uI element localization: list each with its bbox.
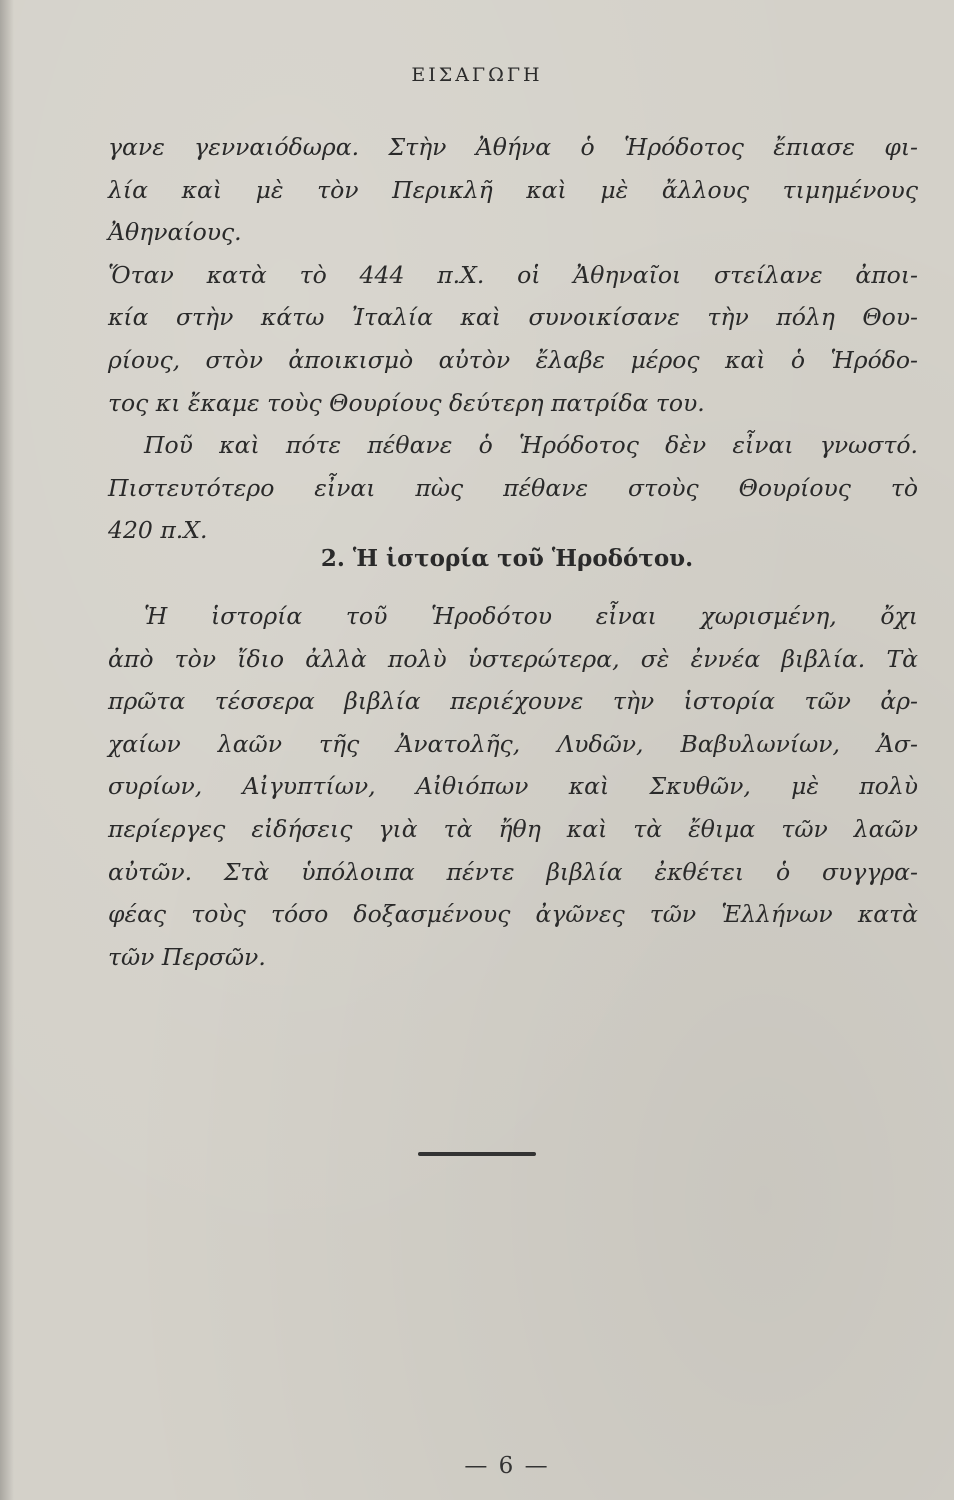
paragraph-4 <box>108 595 918 978</box>
text-line: Πιστευτότερο εἶναι πὼς πέθανε στοὺς Θουρίους τὸ <box>108 473 918 502</box>
text-line: συρίων, Αἰγυπτίων, Αἰθιόπων καὶ Σκυθῶν, μὲ πολὺ <box>108 772 918 801</box>
text-line: λία καὶ μὲ τὸν Περικλῆ καὶ μὲ ἄλλους τιμημένους <box>108 175 918 204</box>
text-line: κία στὴν κάτω Ἰταλία καὶ συνοικίσανε τὴν πόλη Θου- <box>108 303 918 332</box>
running-title: ΕΙΣΑΓΩΓΗ <box>411 64 543 86</box>
paragraph-2 <box>108 254 918 424</box>
paragraph-1 <box>108 126 918 254</box>
text-line: χαίων λαῶν τῆς Ἀνατολῆς, Λυδῶν, Βαβυλωνίων, Ἀσ- <box>108 729 918 758</box>
text-line: Ἡ ἱστορία τοῦ Ἡροδότου εἶναι χωρισμένη, ὄχι <box>144 602 918 630</box>
text-line: αὐτῶν. Στὰ ὑπόλοιπα πέντε βιβλία ἐκθέτει ὁ συγγρα- <box>108 857 918 886</box>
text-block-top <box>108 126 918 552</box>
text-line: τῶν Περσῶν. <box>108 942 266 971</box>
section-end-rule <box>418 1152 536 1156</box>
text-line: 420 π.Χ. <box>108 516 208 545</box>
section-heading: 2. Ἡ ἱστορία τοῦ Ἡροδότου. <box>320 545 694 572</box>
text-line: πρῶτα τέσσερα βιβλία περιέχουνε τὴν ἱστορία τῶν ἀρ- <box>108 687 918 716</box>
text-line: ἀπὸ τὸν ἴδιο ἀλλὰ πολὺ ὑστερώτερα, σὲ ἐννέα βιβλία. Τὰ <box>108 644 918 673</box>
text-line: ρίους, στὸν ἀποικισμὸ αὐτὸν ἔλαβε μέρος καὶ ὁ Ἡρόδο- <box>108 345 918 374</box>
text-line: περίεργες εἰδήσεις γιὰ τὰ ἤθη καὶ τὰ ἔθιμα τῶν λαῶν <box>108 814 918 843</box>
text-block-section <box>108 595 918 978</box>
page-edge-shadow <box>0 0 14 1500</box>
text-line: Ὅταν κατὰ τὸ 444 π.Χ. οἱ Ἀθηναῖοι στείλανε ἀποι- <box>108 260 918 289</box>
paragraph-3 <box>108 424 918 552</box>
text-line: Ἀθηναίους. <box>108 218 242 247</box>
text-line: γανε γενναιόδωρα. Στὴν Ἀθήνα ὁ Ἡρόδοτος ἔπιασε φι- <box>108 133 918 161</box>
text-line: φέας τοὺς τόσο δοξασμένους ἀγῶνες τῶν Ἑλλήνων κατὰ <box>108 900 918 929</box>
text-line: Ποῦ καὶ πότε πέθανε ὁ Ἡρόδοτος δὲν εἶναι γνωστό. <box>144 431 918 460</box>
text-line: τος κι ἔκαμε τοὺς Θουρίους δεύτερη πατρίδα του. <box>108 388 705 417</box>
page-number: — 6 — <box>464 1453 550 1479</box>
